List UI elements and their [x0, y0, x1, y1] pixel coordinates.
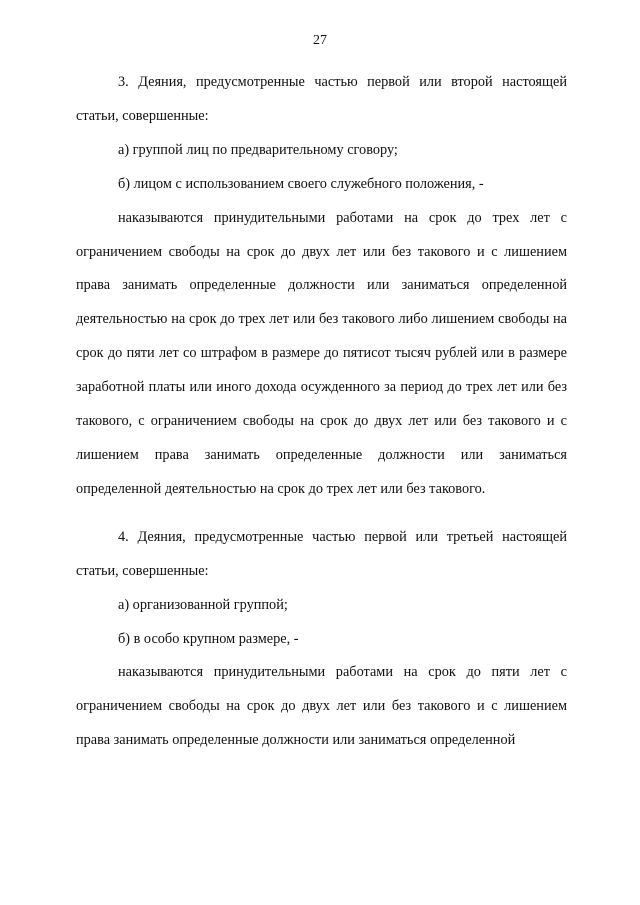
paragraph-part-3-intro: 3. Деяния, предусмотренные частью первой или второй настоящей статьи, совершенные: [76, 74, 567, 124]
paragraph-part-4-item-b: б) в особо крупном размере, - [118, 630, 299, 647]
paragraph-part-4-intro: 4. Деяния, предусмотренные частью первой или третьей настоящей статьи, совершенные: [76, 528, 567, 579]
page-number: 27 [313, 33, 327, 48]
document-body [76, 66, 567, 758]
paragraph-part-4-penalty: наказываются принудительными работами на срок до пяти лет с ограничением свободы на срок до двух лет или без такового и с лишением права занимать определенные должности или заниматься определенной [76, 664, 567, 749]
paragraph-part-3-item-b: б) лицом с использованием своего служебного положения, - [118, 175, 484, 192]
paragraph-part-4-item-a: а) организованной группой; [118, 596, 288, 613]
paragraph-part-3-penalty: наказываются принудительными работами на срок до трех лет с ограничением свободы на срок до двух лет или без такового и с лишением права занимать определенные должности или заниматься определенной деятельностью на срок до трех лет или без такового либо лишением свободы на срок до пяти лет со штрафом в размере до пятисот тысяч рублей или в размере заработной платы или иного дохода осужденного за период до трех лет или без такового, с ограничением свободы на срок до двух лет или без такового и с лишением права занимать определенные должности или заниматься определенной деятельностью на срок до трех лет или без такового. [76, 209, 567, 497]
paragraph-part-3-item-a: а) группой лиц по предварительному сговору; [118, 141, 398, 158]
